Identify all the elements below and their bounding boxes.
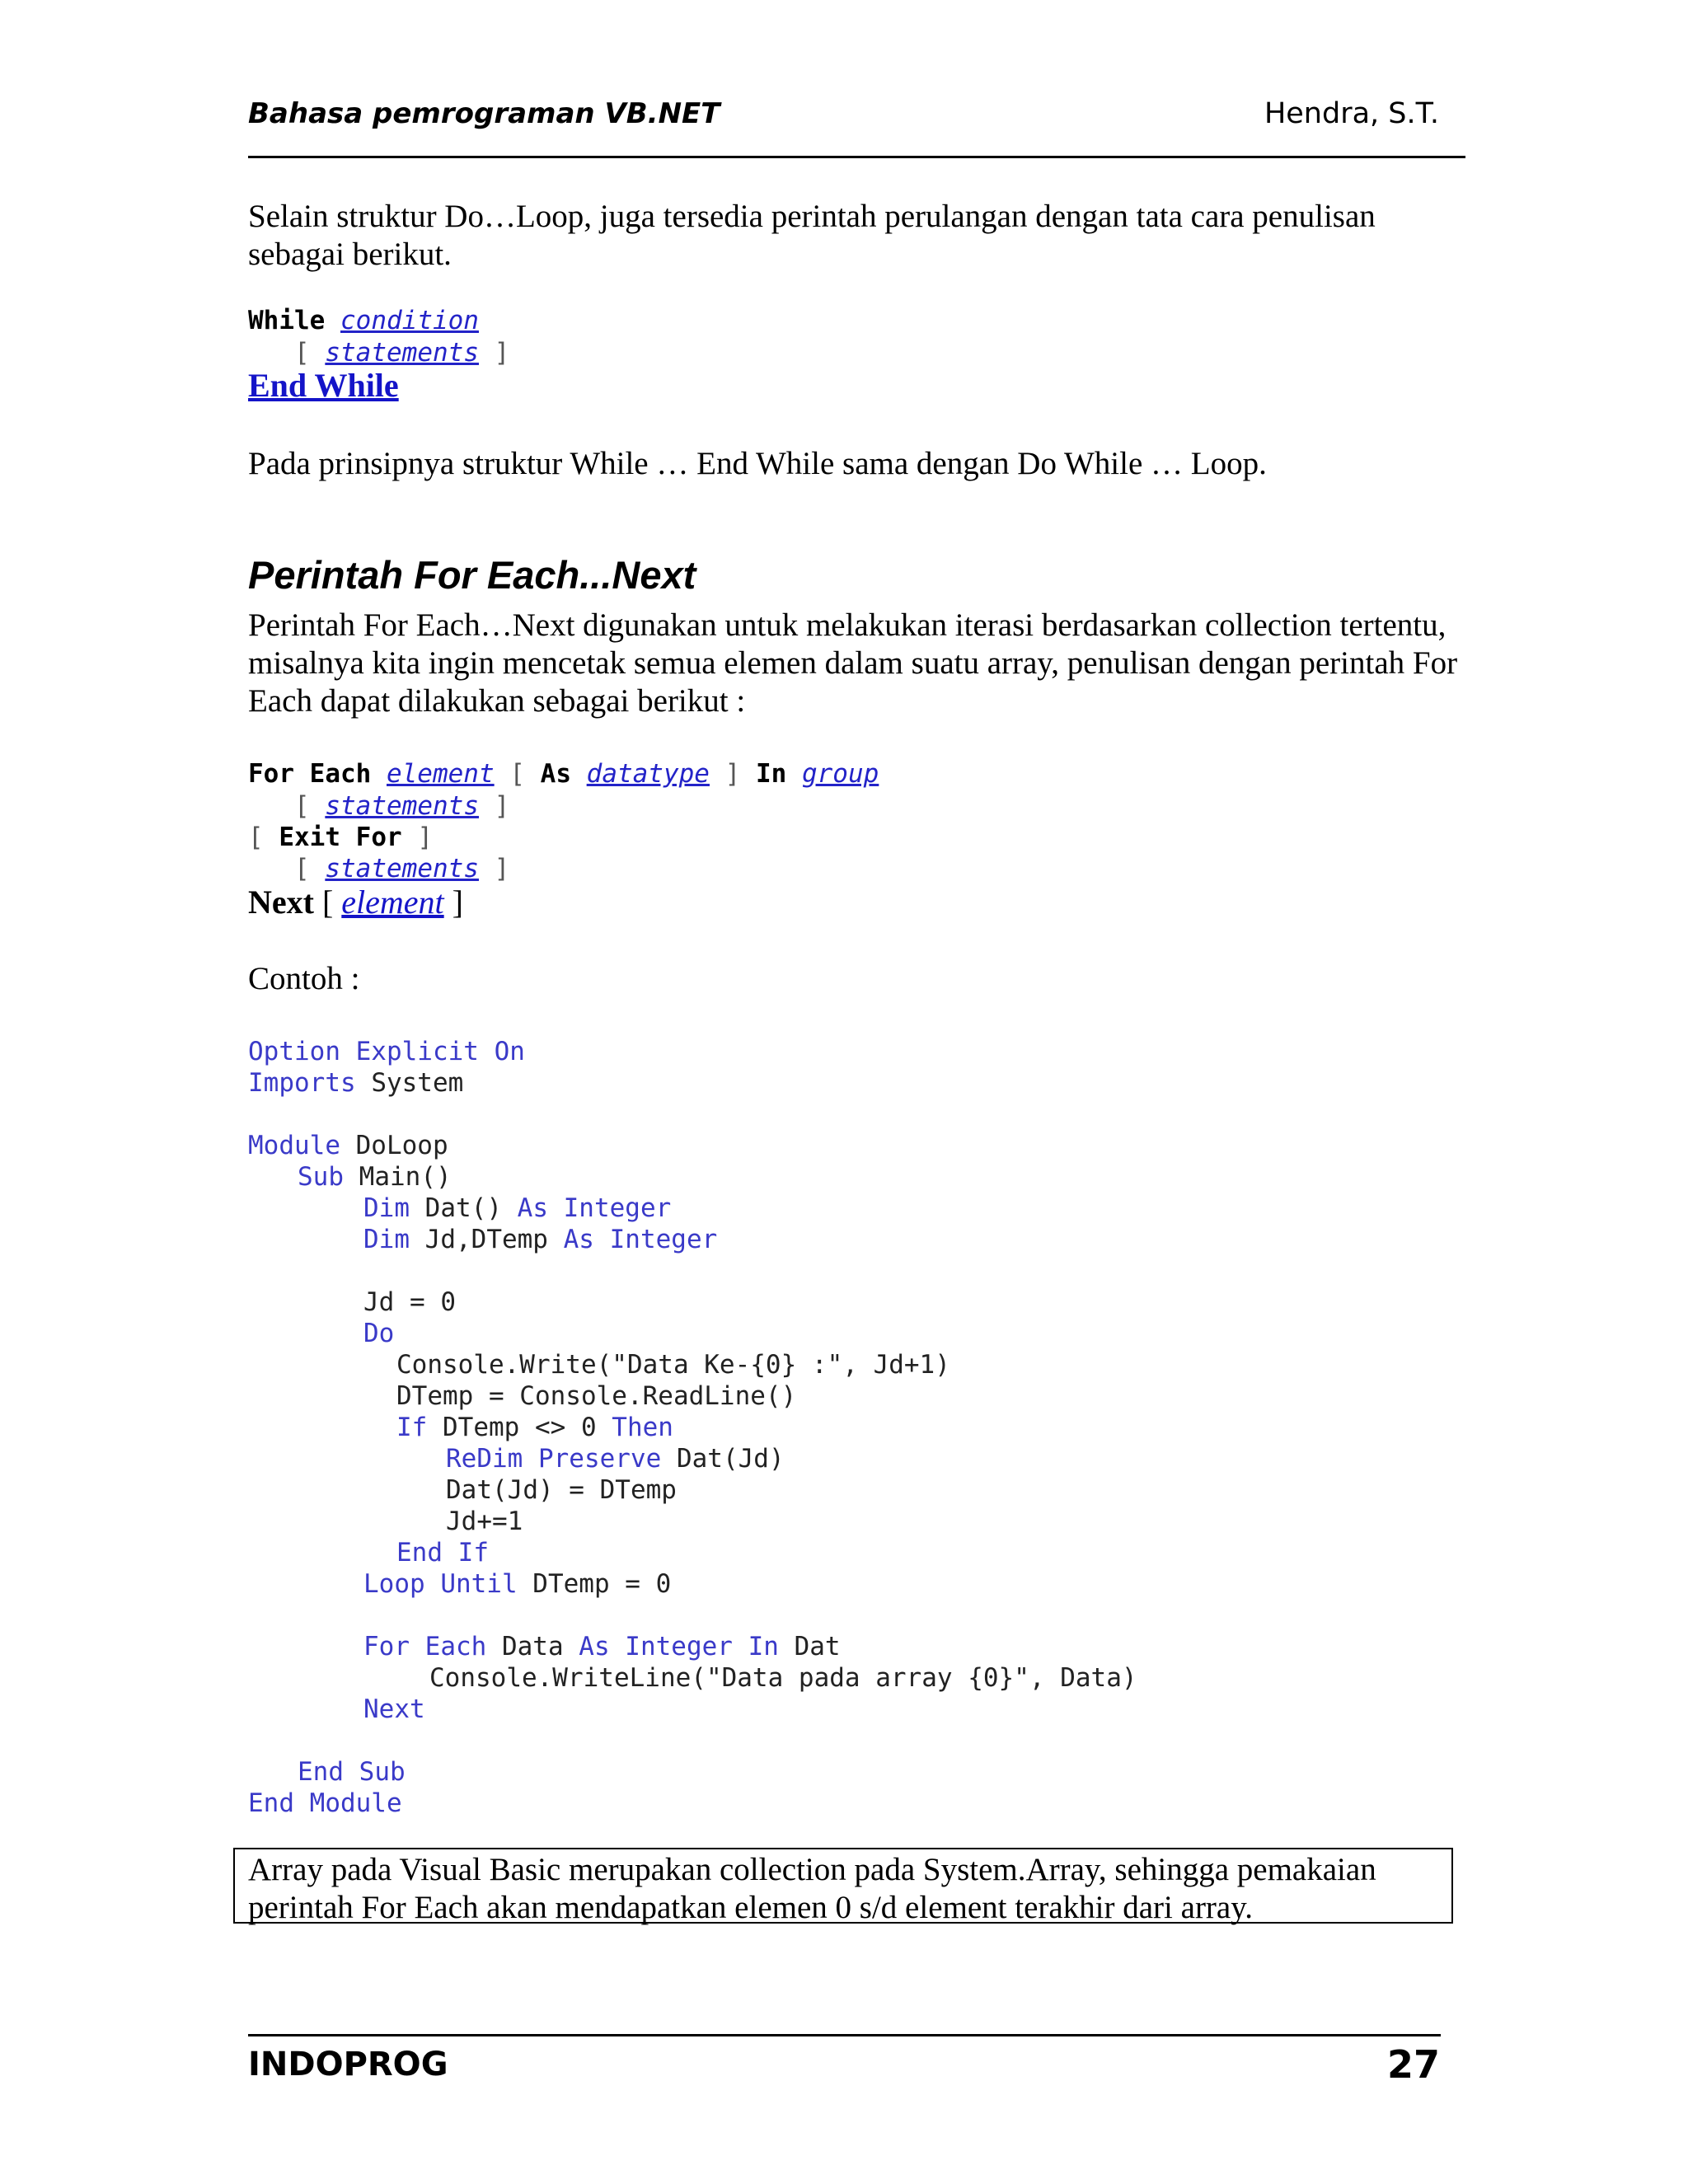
code-line: DTemp = Console.ReadLine(): [396, 1381, 797, 1411]
open-bracket: [: [294, 854, 310, 883]
close-bracket: ]: [724, 759, 741, 789]
example-label: Contoh :: [248, 961, 360, 996]
intro-paragraph: Selain struktur Do…Loop, juga tersedia perintah perulangan dengan tata cara penulisan sebagai berikut.: [248, 199, 1376, 272]
code-line: Jd+=1: [446, 1507, 523, 1536]
keyword-exit-for: Exit For: [279, 823, 402, 852]
code-line: End If: [396, 1538, 489, 1568]
element-link[interactable]: element: [341, 883, 444, 921]
code-line: Module DoLoop: [248, 1131, 448, 1160]
section-paragraph: Perintah For Each…Next digunakan untuk melakukan iterasi berdasarkan collection tertentu, misalnya kita ingin mencetak semua elemen dalam suatu array, penulisan dengan perintah For Each dapat dilakukan sebagai berikut :: [248, 607, 1458, 719]
while-syntax-line-1: [248, 305, 479, 336]
foreach-syntax-line-1: [248, 758, 879, 790]
code-line: ReDim Preserve Dat(Jd): [446, 1444, 785, 1474]
code-line: Jd = 0: [363, 1287, 456, 1317]
footer-brand: INDOPROG: [248, 2046, 448, 2083]
element-link[interactable]: element: [386, 759, 495, 789]
header-title: Bahasa pemrograman VB.NET: [248, 97, 720, 130]
code-line: If DTemp <> 0 Then: [396, 1413, 673, 1442]
while-note-paragraph: Pada prinsipnya struktur While … End While sama dengan Do While … Loop.: [248, 446, 1267, 481]
foreach-syntax-line-4: [248, 853, 509, 884]
section-heading: Perintah For Each...Next: [248, 553, 696, 597]
code-line: Loop Until DTemp = 0: [363, 1569, 672, 1599]
close-bracket: ]: [494, 854, 510, 883]
datatype-link[interactable]: datatype: [586, 759, 710, 789]
open-bracket: [: [509, 759, 525, 789]
while-syntax-line-3: [248, 366, 399, 405]
statements-link[interactable]: statements: [325, 854, 479, 883]
code-line: Next: [363, 1694, 425, 1724]
keyword-for-each: For Each: [248, 759, 372, 789]
keyword-next: Next: [248, 883, 314, 921]
code-line: End Module: [248, 1788, 402, 1818]
close-bracket: ]: [494, 338, 510, 368]
close-bracket: ]: [494, 791, 510, 821]
code-line: Dat(Jd) = DTemp: [446, 1475, 677, 1505]
statements-link[interactable]: statements: [325, 791, 479, 821]
note-box: Array pada Visual Basic merupakan collection pada System.Array, sehingga pemakaian perintah For Each akan mendapatkan elemen 0 s/d element terakhir dari array.: [233, 1848, 1453, 1924]
header-author: Hendra, S.T.: [1264, 97, 1439, 130]
end-while-link[interactable]: End While: [248, 367, 399, 404]
code-line: Imports System: [248, 1068, 464, 1098]
foreach-syntax-line-3: [248, 822, 433, 853]
code-line: For Each Data As Integer In Dat: [363, 1632, 841, 1661]
open-bracket: [: [294, 791, 310, 821]
keyword-while: While: [248, 306, 326, 335]
foreach-syntax-line-5: [248, 883, 463, 921]
code-line: Option Explicit On: [248, 1037, 525, 1066]
open-bracket: [: [248, 823, 264, 852]
while-syntax-line-2: [248, 337, 509, 368]
open-bracket: [: [321, 883, 334, 921]
open-bracket: [: [294, 338, 310, 368]
statements-link[interactable]: statements: [325, 338, 479, 368]
keyword-in: In: [755, 759, 787, 789]
group-link[interactable]: group: [801, 759, 879, 789]
keyword-as: As: [540, 759, 571, 789]
header-divider: [248, 156, 1465, 158]
footer-divider: [248, 2034, 1441, 2036]
close-bracket: ]: [417, 823, 433, 852]
code-line: Sub Main(): [298, 1162, 452, 1192]
foreach-syntax-line-2: [248, 790, 509, 822]
condition-link[interactable]: condition: [340, 306, 479, 335]
code-line: Dim Dat() As Integer: [363, 1193, 672, 1223]
code-line: Console.Write("Data Ke-{0} :", Jd+1): [396, 1350, 950, 1380]
code-line: Do: [363, 1319, 395, 1348]
code-line: End Sub: [298, 1757, 406, 1787]
close-bracket: ]: [452, 883, 463, 921]
code-line: Dim Jd,DTemp As Integer: [363, 1225, 718, 1254]
page-number: 27: [1386, 2042, 1440, 2087]
code-line: Console.WriteLine("Data pada array {0}", Data): [429, 1663, 1137, 1693]
